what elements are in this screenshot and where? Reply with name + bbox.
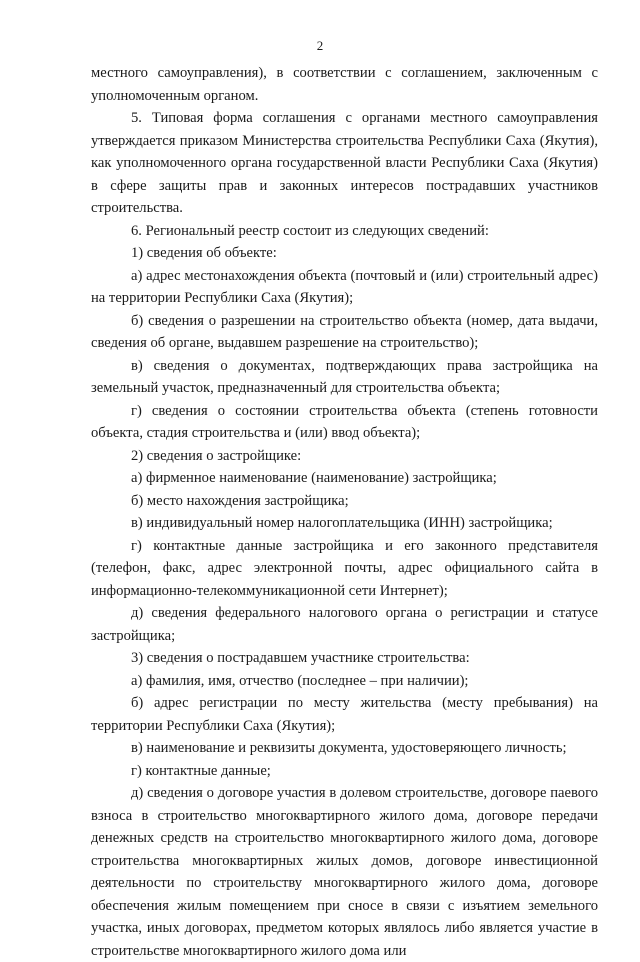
subitem-3b: б) адрес регистрации по месту жительства (месту пребывания) на территории Республики Саха (Якутия); [91, 695, 598, 734]
subitem-2a: а) фирменное наименование (наименование) застройщика; [131, 470, 497, 486]
subitem-1d: г) сведения о состоянии строительства объекта (степень готовности объекта, стадия строительства и (или) ввод объекта); [91, 402, 598, 441]
subitem-1-object: 1) сведения об объекте: [131, 245, 277, 261]
subitem-1b: б) сведения о разрешении на строительство объекта (номер, дата выдачи, сведения об органе, выдавшем разрешение на строительство); [91, 312, 598, 351]
subitem-1c: в) сведения о документах, подтверждающих права застройщика на земельный участок, предназначенный для строительства объекта; [91, 357, 598, 396]
subitem-3d: г) контактные данные; [131, 762, 271, 779]
subitem-2-developer: 2) сведения о застройщике: [131, 447, 302, 464]
paragraph-continuation: местного самоуправления), в соответствии с соглашением, заключенным с уполномоченным органом. [91, 65, 598, 104]
document-body [91, 62, 598, 962]
subitem-2e: д) сведения федерального налогового органа о регистрации и статусе застройщика; [91, 605, 598, 644]
subitem-3a: а) фамилия, имя, отчество (последнее – при наличии); [131, 672, 469, 689]
paragraph-item-5: 5. Типовая форма соглашения с органами местного самоуправления утверждается приказом Министерства строительства Республики Саха (Якутия), как уполномоченного органа государственной власти Республики Саха (Якутия) в сфере защиты прав и законных интересов пострадавших участников строительства. [91, 110, 598, 216]
subitem-3c: в) наименование и реквизиты документа, удостоверяющего личность; [131, 740, 567, 756]
subitem-3-participant: 3) сведения о пострадавшем участнике строительства: [131, 650, 470, 666]
paragraph-item-6: 6. Региональный реестр состоит из следующих сведений: [131, 222, 489, 239]
page-number: 2 [316, 38, 324, 53]
subitem-1a: а) адрес местонахождения объекта (почтовый и (или) строительный адрес) на территории Республики Саха (Якутия); [91, 267, 598, 306]
subitem-2d: г) контактные данные застройщика и его законного представителя (телефон, факс, адрес электронной почты, адрес официального сайта в информационно-телекоммуникационной сети Интернет); [91, 537, 598, 599]
subitem-3e: д) сведения о договоре участия в долевом строительстве, договоре паевого взноса в строительство многоквартирного жилого дома, договоре передачи денежных средств на строительство многоквартирного жилого дома, договоре строительства многоквартирных жилых домов, договоре инвестиционной деятельности по строительству многоквартирного жилого дома, договоре обеспечения жилым помещением при сносе в связи с изъятием земельного участка, иных договорах, предметом которых являлось либо является участие в строительстве многоквартирного жилого дома или [91, 785, 598, 959]
subitem-2c: в) индивидуальный номер налогоплательщика (ИНН) застройщика; [131, 515, 553, 531]
subitem-2b: б) место нахождения застройщика; [131, 492, 349, 509]
